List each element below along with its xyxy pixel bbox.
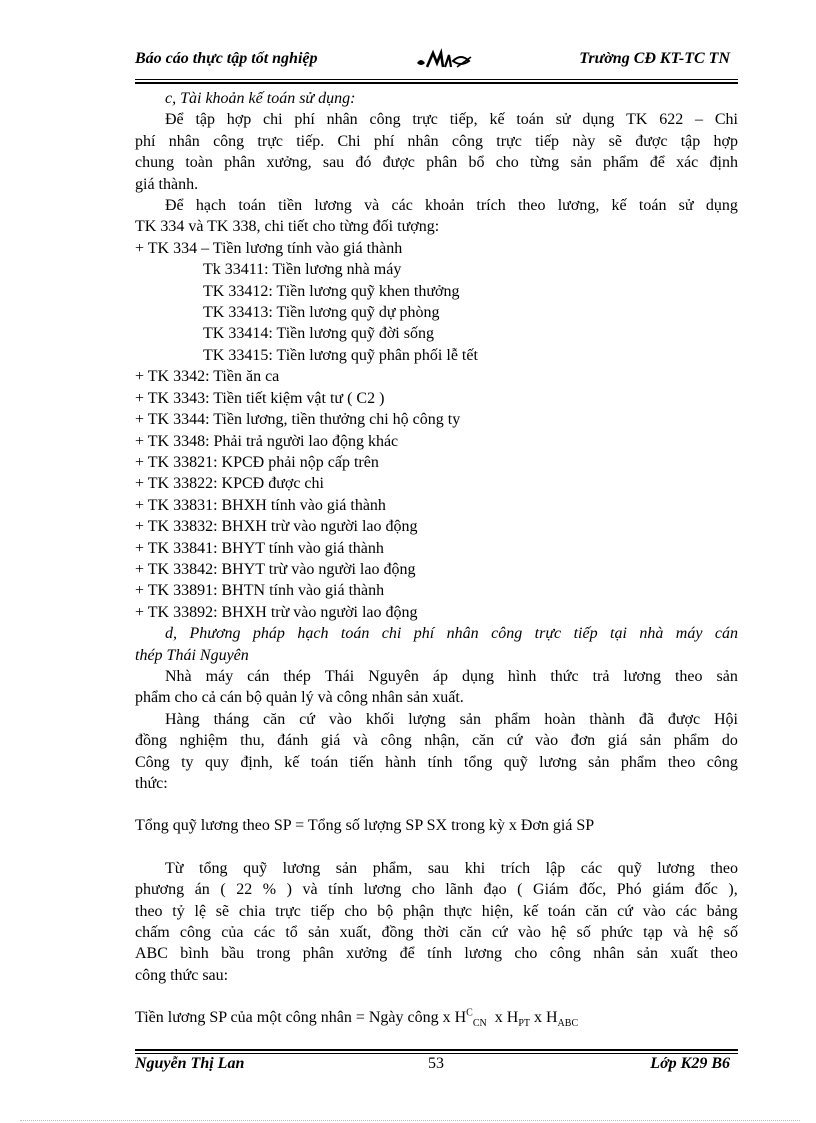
formula-total-wage: Tổng quỹ lương theo SP = Tổng số lượng SP SX trong kỳ x Đơn giá SP xyxy=(135,817,595,835)
account-item: + TK 33842: BHYT trừ vào người lao động xyxy=(135,560,416,578)
footer-class: Lớp K29 B6 xyxy=(650,1055,730,1072)
paragraph-3-line: phẩm cho cả cán bộ quản lý và công nhân sản xuất. xyxy=(135,689,464,707)
sub-account-item: TK 33413: Tiền lương quỹ dự phòng xyxy=(203,304,440,322)
paragraph-5-line: phương án ( 22 % ) và tính lương cho lãnh đạo ( Giám đốc, Phó giám đốc ), xyxy=(135,881,738,899)
paragraph-5-line: Từ tổng quỹ lương sản phẩm, sau khi trích lập các quỹ lương theo xyxy=(165,859,738,877)
paragraph-4-line: thức: xyxy=(135,775,168,792)
paragraph-5-line: theo tỷ lệ sẽ chia trực tiếp cho bộ phận thực hiện, kế toán căn cứ vào các bảng xyxy=(135,902,738,920)
account-item: + TK 33892: BHXH trừ vào người lao động xyxy=(135,603,418,621)
paragraph-2-line: TK 334 và TK 338, chi tiết cho từng đối tượng: xyxy=(135,218,440,236)
account-item: + TK 33831: BHXH tính vào giá thành xyxy=(135,496,386,514)
paragraph-1-line: Để tập hợp chi phí nhân công trực tiếp, kế toán sử dụng TK 622 – Chi xyxy=(165,111,738,129)
account-item: + TK 33841: BHYT tính vào giá thành xyxy=(135,539,384,557)
header-report-title: Báo cáo thực tập tốt nghiệp xyxy=(135,50,318,67)
paragraph-1-line: giá thành. xyxy=(135,175,199,193)
paragraph-5-line: chấm công của các tổ sản xuất, đồng thời căn cứ vào hệ số phức tạp và hệ số xyxy=(135,924,738,942)
sub-account-item: TK 33412: Tiền lương quỹ khen thưởng xyxy=(203,282,460,300)
sub-account-item: TK 33414: Tiền lương quỹ đời sống xyxy=(203,325,434,343)
account-item: + TK 3343: Tiền tiết kiệm vật tư ( C2 ) xyxy=(135,389,385,407)
paragraph-3-line: Nhà máy cán thép Thái Nguyên áp dụng hình thức trả lương theo sản xyxy=(165,667,738,685)
section-d-heading: thép Thái Nguyên xyxy=(135,646,249,664)
sub-account-item: TK 33415: Tiền lương quỹ phân phối lễ tết xyxy=(203,346,478,364)
paragraph-2-line: Để hạch toán tiền lương và các khoản trích theo lương, kế toán sử dụng xyxy=(165,197,738,215)
paragraph-4-line: Công ty quy định, kế toán tiến hành tính tổng quỹ lương sản phẩm theo công xyxy=(135,753,738,771)
paragraph-1-line: phí nhân công trực tiếp. Chi phí nhân công trực tiếp này sẽ được tập hợp xyxy=(135,132,738,150)
account-item: + TK 33832: BHXH trừ vào người lao động xyxy=(135,518,418,536)
header-rule-thin xyxy=(135,79,738,80)
section-d-heading: d, Phương pháp hạch toán chi phí nhân công trực tiếp tại nhà máy cán xyxy=(165,625,738,643)
footer-rule-thin xyxy=(135,1053,738,1054)
footer-author: Nguyễn Thị Lan xyxy=(135,1055,245,1072)
page-number: 53 xyxy=(428,1055,444,1072)
paragraph-1-line: chung toàn phân xưởng, sau đó được phân bổ cho từng sản phẩm để xác định xyxy=(135,154,738,172)
page-footer xyxy=(135,1055,730,1079)
header-school-name: Trường CĐ KT-TC TN xyxy=(579,50,730,67)
header-rule-thick xyxy=(135,82,738,84)
sub-account-item: Tk 33411: Tiền lương nhà máy xyxy=(203,261,402,279)
account-item-334: + TK 334 – Tiền lương tính vào giá thành xyxy=(135,239,403,257)
formula-worker-wage: Tiền lương SP của một công nhân = Ngày công x $H^C_{CN}$ x $H_{PT}$ x $H_{ABC}$ xyxy=(135,1007,579,1030)
account-item: + TK 33891: BHTN tính vào giá thành xyxy=(135,582,385,600)
account-item: + TK 3342: Tiền ăn ca xyxy=(135,368,280,386)
paragraph-5-line: ABC bình bầu trong phân xưởng để tính lương cho công nhân sản xuất theo xyxy=(135,945,738,963)
account-item: + TK 33822: KPCĐ được chi xyxy=(135,475,324,493)
paragraph-5-line: công thức sau: xyxy=(135,966,229,984)
page-header xyxy=(135,47,730,77)
account-item: + TK 33821: KPCĐ phải nộp cấp trên xyxy=(135,453,379,471)
paragraph-4-line: đồng nghiệm thu, đánh giá và công nhận, căn cứ vào đơn giá sản phẩm do xyxy=(135,732,738,750)
account-item: + TK 3344: Tiền lương, tiền thưởng chi hộ công ty xyxy=(135,411,461,429)
section-c-heading: c, Tài khoản kế toán sử dụng: xyxy=(165,90,356,107)
document-body xyxy=(135,88,738,1029)
footer-rule-thick xyxy=(135,1049,738,1051)
page-bottom-dotted-rule xyxy=(20,1120,800,1121)
paragraph-4-line: Hàng tháng căn cứ vào khối lượng sản phẩm hoàn thành đã được Hội xyxy=(165,710,738,728)
account-item: + TK 3348: Phải trả người lao động khác xyxy=(135,432,399,450)
header-ornament-icon xyxy=(413,47,475,73)
